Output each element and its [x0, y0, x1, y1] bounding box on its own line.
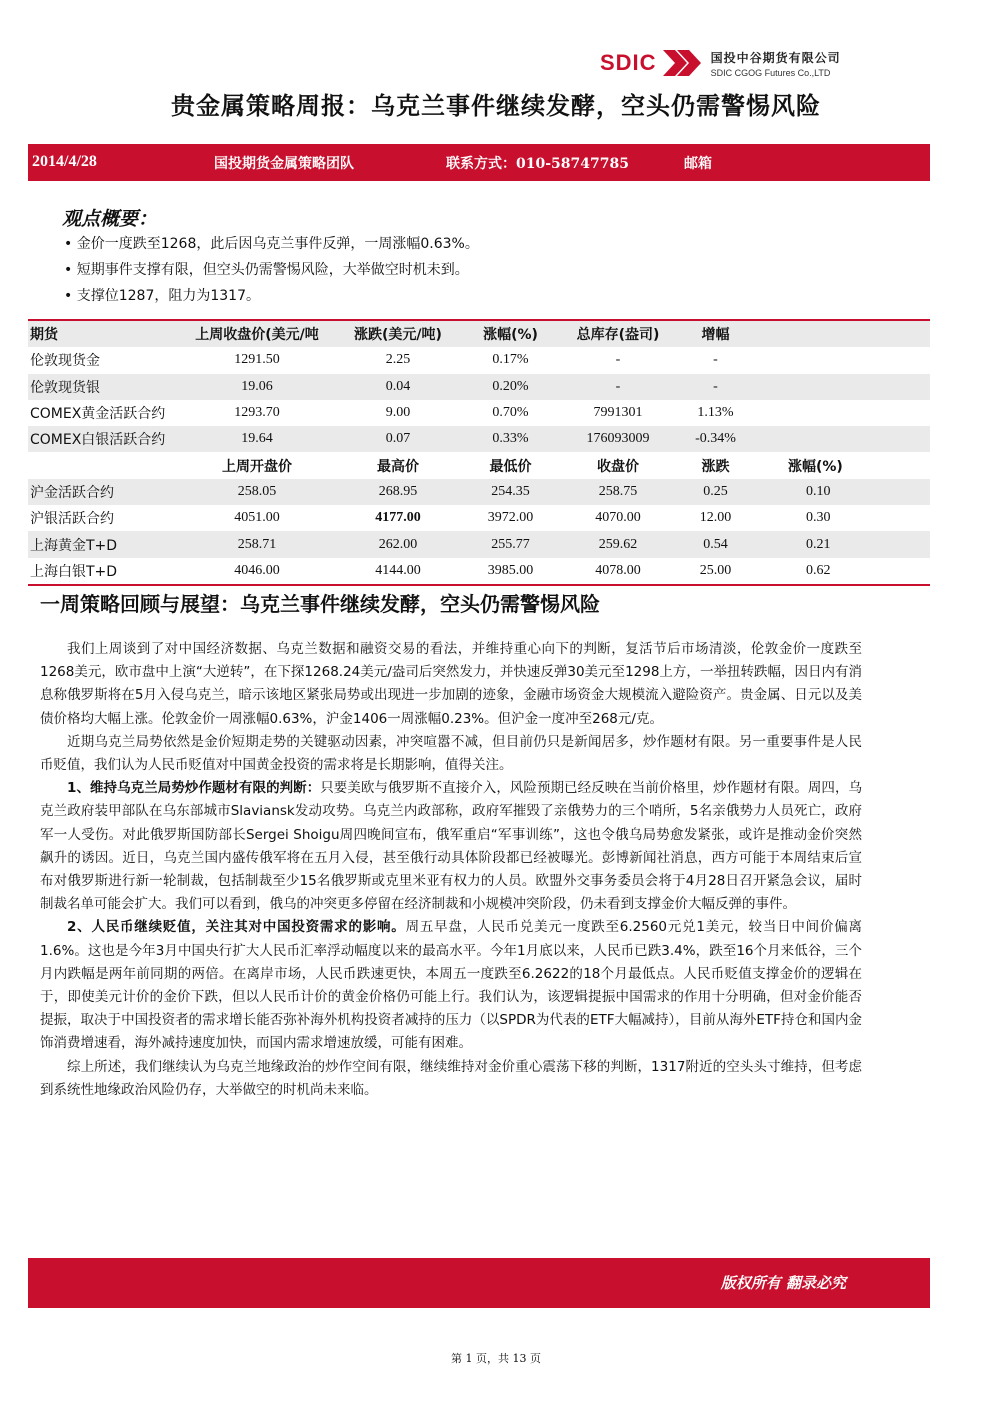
table-cell: 255.77	[458, 531, 563, 557]
table-cell: 254.35	[458, 479, 563, 505]
table-cell: 4051.00	[234, 510, 280, 526]
table-cell: 伦敦现货金	[30, 353, 100, 370]
table-cell: -	[615, 352, 621, 368]
table-cell: -	[673, 374, 758, 400]
table-cell: 12.00	[699, 510, 732, 526]
table-cell: 0.70%	[492, 405, 529, 421]
table-cell: 259.62	[563, 531, 673, 557]
summary-bullets	[64, 234, 479, 312]
logo-company-en: SDIC CGOG Futures Co.,LTD	[710, 67, 831, 78]
table-cell: 1291.50	[234, 352, 280, 368]
table-header-cell: 收盘价	[597, 458, 639, 475]
table-cell: 4070.00	[595, 510, 641, 526]
table-cell: 0.33%	[458, 426, 563, 452]
paragraph-text: 只要美欧与俄罗斯不直接介入，风险预期已经反映在当前价格里，炒作题材有限。周四，乌克兰政府装甲部队在乌东部城市Slaviansk发动攻势。乌克兰内政部称，政府军摧毁了亲俄势力的三个哨所，5名亲俄势力人员死亡，政府军一人受伤。对此俄罗斯国防部长Sergei Shoigu周四晚间宣布，俄军重启“军事训练”，这也令俄乌局势愈发紧张，或许是推动金价突然飙升的诱因。近日，乌克兰国内盛传俄军将在五月入侵，甚至俄行动具体阶段都已经被曝光。彭博新闻社消息，西方可能于本周结束后宣布对俄罗斯进行新一轮制裁，包括制裁至少15名俄罗斯或克里米亚有权力的人员。欧盟外交事务委员会将于4月28日召开紧急会议，届时制裁名单可能会扩大。我们可以看到，俄乌的冲突更多停留在经济制裁和小规模冲突阶段，仍未看到支撑金价大幅反弹的事件。	[40, 780, 862, 913]
logo-arrows-icon	[661, 48, 705, 78]
table-cell: 262.00	[338, 531, 458, 557]
table-header-cell: 涨跌(美元/吨)	[338, 320, 458, 347]
table-cell: 1.13%	[697, 405, 734, 421]
table-row	[28, 426, 930, 452]
paragraph-heading: 1、维持乌克兰局势炒作题材有限的判断：	[67, 780, 321, 797]
table-header-cell: 上周开盘价	[222, 458, 292, 475]
table-header-cell: 涨幅(%)	[458, 320, 563, 347]
table-cell: -0.34%	[673, 426, 758, 452]
info-bar	[28, 144, 930, 181]
table-cell: 0.54	[673, 531, 758, 557]
table-cell: 3972.00	[487, 510, 534, 526]
paragraph	[40, 777, 862, 916]
contact-info: 联系方式：010-58747785	[446, 156, 629, 172]
table-cell: 0.10	[758, 479, 930, 505]
table-cell: 258.71	[176, 531, 338, 557]
summary-bullet: • 支撑位1287，阻力为1317。	[64, 286, 479, 312]
table-cell: 7991301	[593, 405, 643, 421]
table-cell: 19.64	[176, 426, 338, 452]
table-header-cell: 上周收盘价(美元/吨	[176, 320, 338, 347]
table-header-cell: 涨幅(%)	[788, 458, 843, 475]
company-logo	[600, 45, 841, 81]
table-cell: 0.20%	[458, 374, 563, 400]
paragraph: 综上所述，我们继续认为乌克兰地缘政治的炒作空间有限，继续维持对金价重心震荡下移的判断，1317附近的空头头寸维持，但考虑到系统性地缘政治风险仍存，大举做空的时机尚未来临。	[40, 1058, 862, 1098]
section-title: 一周策略回顾与展望：乌克兰事件继续发酵，空头仍需警惕风险	[40, 592, 600, 616]
table-cell: 伦敦现货银	[28, 374, 176, 400]
table-cell: 0.17%	[492, 352, 529, 368]
table-cell: 9.00	[385, 405, 411, 421]
team-name: 国投期货金属策略团队	[214, 156, 354, 172]
table-cell: 19.06	[176, 374, 338, 400]
paragraph-text: 周五早盘，人民币兑美元一度跌至6.2560元兑1美元，较当日中间价偏离1.6%。这也是今年3月中国央行扩大人民币汇率浮动幅度以来的最高水平。今年1月底以来，人民币已跌3.4%，跌至16个月来低谷，三个月内跌幅是两年前同期的两倍。在离岸市场，人民币跌速更快，本周五一度跌至6.2622的18个月最低点。人民币贬值支撑金价的逻辑在于，即使美元计价的金价下跌，但以人民币计价的黄金价格仍可能上行。我们认为，该逻辑提振中国需求的作用十分明确，但对金价能否提振，取决于中国投资者的需求增长能否弥补海外机构投资者减持的压力（以SPDR为代表的ETF大幅减持），目前从海外ETF持仓和国内金饰消费增速看，海外减持速度加快，而国内需求增速放缓，可能有困难。	[40, 919, 862, 1052]
table-cell: 4144.00	[338, 558, 458, 585]
table-cell: 上海白银T+D	[28, 558, 176, 585]
table-cell: 4046.00	[176, 558, 338, 585]
table-cell: 沪金活跃合约	[28, 479, 176, 505]
paragraph	[40, 916, 862, 1055]
page-number: 第 1 页，共 13 页	[451, 1352, 541, 1365]
table-header-cell	[28, 452, 176, 478]
table-cell: 1293.70	[234, 405, 280, 421]
table-header-cell: 最低价	[489, 458, 532, 475]
table-cell: COMEX白银活跃合约	[28, 426, 176, 452]
table-header-cell: 增幅	[673, 320, 758, 347]
table-cell: 沪银活跃合约	[30, 511, 114, 528]
paragraph-heading: 2、人民币继续贬值，关注其对中国投资需求的影响。	[67, 919, 406, 936]
report-title: 贵金属策略周报：乌克兰事件继续发酵，空头仍需警惕风险	[171, 91, 821, 120]
table-row	[28, 558, 930, 585]
table-header-cell: 总库存(盎司)	[563, 320, 673, 347]
logo-company-cn: 国投中谷期货有限公司	[710, 50, 841, 65]
logo-sdic-text: SDIC	[600, 50, 657, 75]
summary-title: 观点概要：	[62, 208, 158, 230]
table-cell: 4177.00	[375, 510, 421, 526]
table-row	[28, 374, 930, 400]
table-cell: 0.30	[806, 510, 831, 526]
table-cell: -	[713, 352, 718, 368]
table-row	[28, 400, 930, 426]
table-header-row	[28, 452, 930, 478]
table-cell: 0.21	[758, 531, 930, 557]
table-header-cell: 最高价	[377, 458, 419, 475]
market-data-table	[28, 319, 930, 586]
table-cell: 0.62	[758, 558, 930, 585]
table-cell: 0.07	[338, 426, 458, 452]
table-row	[28, 479, 930, 505]
table-row	[28, 531, 930, 557]
table-cell: 2.25	[385, 352, 411, 368]
table-cell: 3985.00	[458, 558, 563, 585]
table-row	[28, 347, 930, 373]
footer-bar	[28, 1258, 930, 1308]
table-cell: 176093009	[563, 426, 673, 452]
copyright-notice: 版权所有 翻录必究	[720, 1274, 846, 1292]
table-row	[28, 505, 930, 531]
table-cell: 4078.00	[563, 558, 673, 585]
paragraph: 我们上周谈到了对中国经济数据、乌克兰数据和融资交易的看法，并维持重心向下的判断，复活节后市场清淡，伦敦金价一度跌至1268美元，欧市盘中上演“大逆转”，在下探1268.24美元/盎司后突然发力，并快速反弹30美元至1298上方，一举扭转跌幅，因日内有消息称俄罗斯将在5月入侵乌克兰，暗示该地区紧张局势或出现进一步加剧的迹象，金融市场资金大规模流入避险资产。贵金属、日元以及美债价格均大幅上涨。伦敦金价一周涨幅0.63%，沪金1406一周涨幅0.23%。但沪金一度冲至268元/克。	[40, 641, 862, 727]
summary-bullet: • 短期事件支撑有限，但空头仍需警惕风险，大举做空时机未到。	[64, 260, 479, 286]
table-header-cell: 期货	[28, 320, 176, 347]
report-date: 2014/4/28	[32, 153, 97, 170]
table-cell: 258.05	[176, 479, 338, 505]
summary-bullet: • 金价一度跌至1268，此后因乌克兰事件反弹，一周涨幅0.63%。	[64, 234, 479, 260]
table-cell: COMEX黄金活跃合约	[30, 406, 166, 423]
table-cell: 上海黄金T+D	[28, 531, 176, 557]
table-cell: 0.04	[338, 374, 458, 400]
report-body	[40, 638, 862, 1102]
table-header-row	[28, 320, 930, 347]
email-label: 邮箱	[684, 156, 712, 172]
table-cell: 258.75	[563, 479, 673, 505]
table-cell: -	[563, 374, 673, 400]
paragraph: 近期乌克兰局势依然是金价短期走势的关键驱动因素，冲突喧嚣不减，但目前仍只是新闻居多，炒作题材有限。另一重要事件是人民币贬值，我们认为人民币贬值对中国黄金投资的需求将是长期影响，值得关注。	[40, 733, 862, 774]
table-cell: 268.95	[338, 479, 458, 505]
table-header-cell: 涨跌	[701, 458, 730, 475]
table-cell: 25.00	[673, 558, 758, 585]
table-cell: 0.25	[673, 479, 758, 505]
